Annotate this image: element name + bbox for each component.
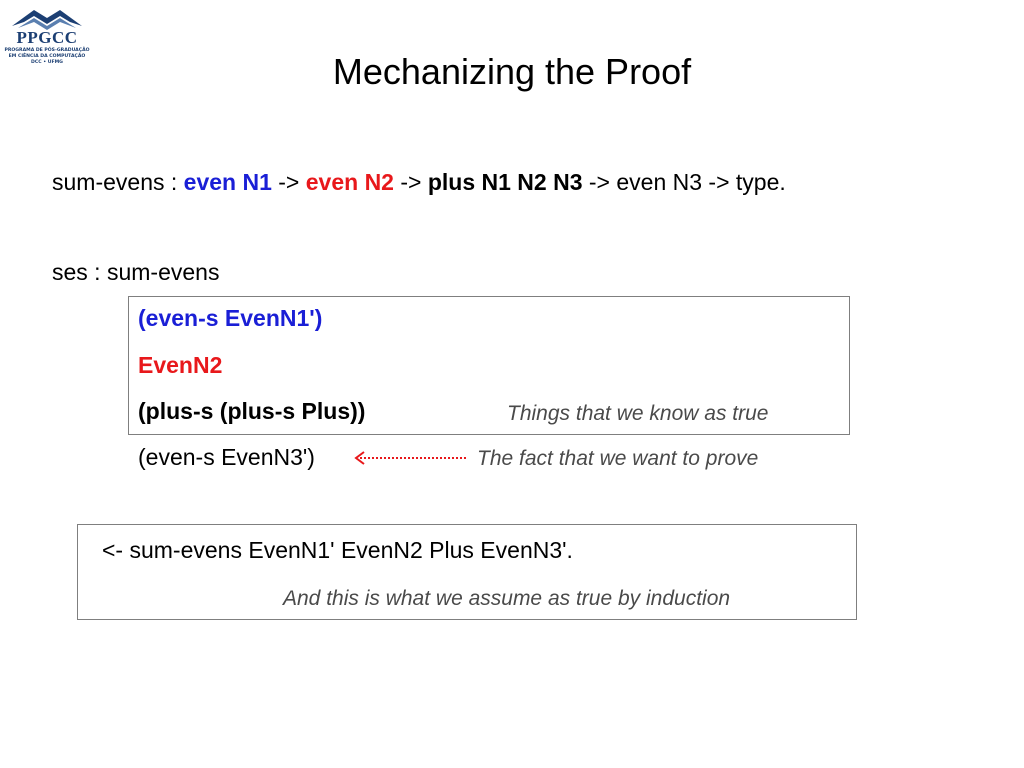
arrow-left-icon bbox=[352, 448, 470, 468]
rule-head: ses : sum-evens bbox=[52, 259, 220, 285]
signature-arrow: -> bbox=[278, 169, 300, 195]
known-note: Things that we know as true bbox=[507, 402, 769, 425]
signature-arrow: -> bbox=[400, 169, 422, 195]
signature-arg-plus: plus N1 N2 N3 bbox=[427, 169, 583, 195]
conclusion-even-n3: (even-s EvenN3') bbox=[138, 444, 315, 470]
signature-line bbox=[52, 168, 786, 196]
signature-arg-even-n2: even N2 bbox=[305, 169, 394, 195]
slide-title: Mechanizing the Proof bbox=[332, 51, 692, 92]
recursive-call: <- sum-evens EvenN1' EvenN2 Plus EvenN3'. bbox=[102, 537, 573, 563]
goal-note: The fact that we want to prove bbox=[477, 447, 759, 470]
logo-subtitle-line: PROGRAMA DE PÓS-GRADUAÇÃO bbox=[4, 48, 90, 53]
signature-arg-even-n1: even N1 bbox=[183, 169, 272, 195]
premise-even-n2: EvenN2 bbox=[138, 352, 223, 378]
logo-name: PPGCC bbox=[16, 28, 78, 47]
logo-subtitle-line: EM CIÊNCIA DA COMPUTAÇÃO bbox=[8, 54, 86, 59]
premise-even-n1: (even-s EvenN1') bbox=[138, 305, 323, 331]
induction-note: And this is what we assume as true by induction bbox=[283, 587, 731, 610]
signature-rest: -> even N3 -> type. bbox=[588, 169, 786, 195]
logo-subtitle-line: DCC • UFMG bbox=[31, 60, 63, 65]
premise-plus: (plus-s (plus-s Plus)) bbox=[138, 398, 366, 424]
signature-name: sum-evens : bbox=[52, 169, 178, 195]
